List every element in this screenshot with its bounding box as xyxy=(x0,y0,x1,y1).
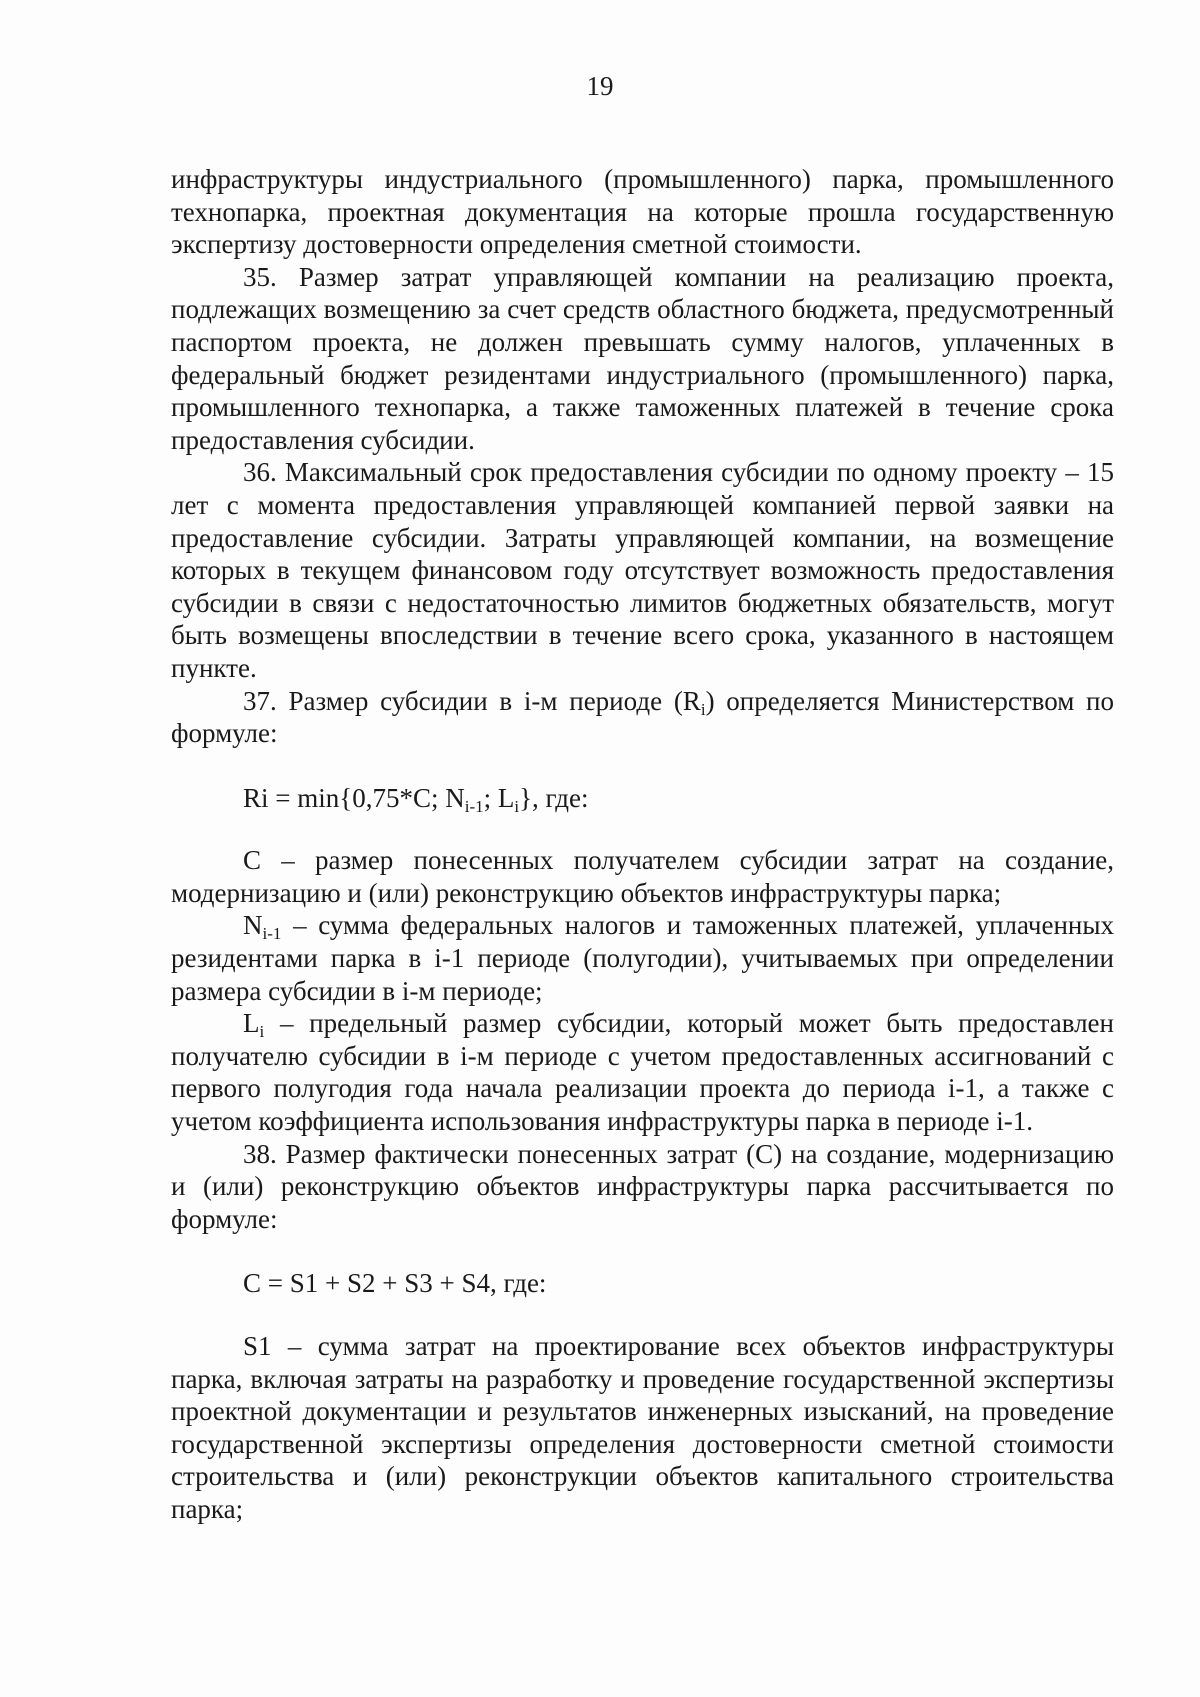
formula-subsidy-part2: ; L xyxy=(483,782,515,813)
paragraph-35: 35. Размер затрат управляющей компании на реализацию проекта, подлежащих возмещению за счет средств областного бюджета, предусмотренный паспортом проекта, не должен превышать сумму налогов, уплаченных в федеральный бюджет резидентами индустриального (промышленного) парка, промышленного технопарка, а также таможенных платежей в течение срока предоставления субсидии. xyxy=(171,261,1114,455)
definition-n-subscript: i-1 xyxy=(262,924,282,944)
spacer xyxy=(171,750,1114,782)
definition-n-symbol: N xyxy=(243,910,263,941)
page-number: 19 xyxy=(586,71,614,101)
definition-l-text: – предельный размер субсидии, который может быть предоставлен получателю субсидии в i-м периоде с учетом предоставленных ассигнований с первого полугодия года начала реализации проекта до периода i-1, а также с учетом коэффициента использования инфраструктуры парка в периоде i-1. xyxy=(171,1008,1114,1137)
formula-subsidy-part3: }, где: xyxy=(519,782,589,813)
formula-subsidy-part1: Ri = min{0,75*C; N xyxy=(243,782,465,813)
definition-l-symbol: L xyxy=(243,1008,260,1039)
formula-subsidy xyxy=(171,782,1114,815)
formula-subsidy-sub2: i xyxy=(514,796,520,816)
definition-l xyxy=(171,1007,1114,1137)
paragraph-37 xyxy=(171,685,1114,750)
spacer xyxy=(171,1300,1114,1330)
document-body xyxy=(171,163,1114,1526)
definition-l-subscript: i xyxy=(259,1022,265,1042)
paragraph-38: 38. Размер фактически понесенных затрат (С) на создание, модернизацию и (или) реконструкцию объектов инфраструктуры парка рассчитывается по формуле: xyxy=(171,1138,1114,1234)
paragraph-37-text-end: ) определяется Министерством по формуле: xyxy=(171,685,1114,749)
formula-subsidy-sub1: i-1 xyxy=(464,796,484,816)
definition-n xyxy=(171,909,1114,1007)
paragraph-36: 36. Максимальный срок предоставления субсидии по одному проекту – 15 лет с момента предоставления управляющей компанией первой заявки на предоставление субсидии. Затраты управляющей компании, на возмещение которых в текущем финансовом году отсутствует возможность предоставления субсидии в связи с недостаточностью лимитов бюджетных обязательств, могут быть возмещены впоследствии в течение всего срока, указанного в настоящем пункте. xyxy=(171,457,1114,683)
paragraph-37-text-start: 37. Размер субсидии в i-м периоде (R xyxy=(243,685,701,716)
spacer xyxy=(171,1235,1114,1267)
definition-s1: S1 – сумма затрат на проектирование всех объектов инфраструктуры парка, включая затраты на разработку и проведение государственной экспертизы проектной документации и результатов инженерных изысканий, на проведение государственной экспертизы определения достоверности сметной стоимости строительства и (или) реконструкции объектов капитального строительства парка; xyxy=(171,1331,1114,1524)
formula-costs: C = S1 + S2 + S3 + S4, где: xyxy=(243,1268,547,1299)
paragraph-37-subscript: i xyxy=(700,699,706,719)
paragraph-intro: инфраструктуры индустриального (промышленного) парка, промышленного технопарка, проектная документация на которые прошла государственную экспертизу достоверности определения сметной стоимости. xyxy=(171,164,1114,260)
definition-c: С – размер понесенных получателем субсидии затрат на создание, модернизацию и (или) реконструкцию объектов инфраструктуры парка; xyxy=(171,845,1114,908)
definition-n-text: – сумма федеральных налогов и таможенных платежей, уплаченных резидентами парка в i-1 периоде (полугодии), учитываемых при определении размера субсидии в i-м периоде; xyxy=(171,910,1114,1006)
spacer xyxy=(171,814,1114,844)
